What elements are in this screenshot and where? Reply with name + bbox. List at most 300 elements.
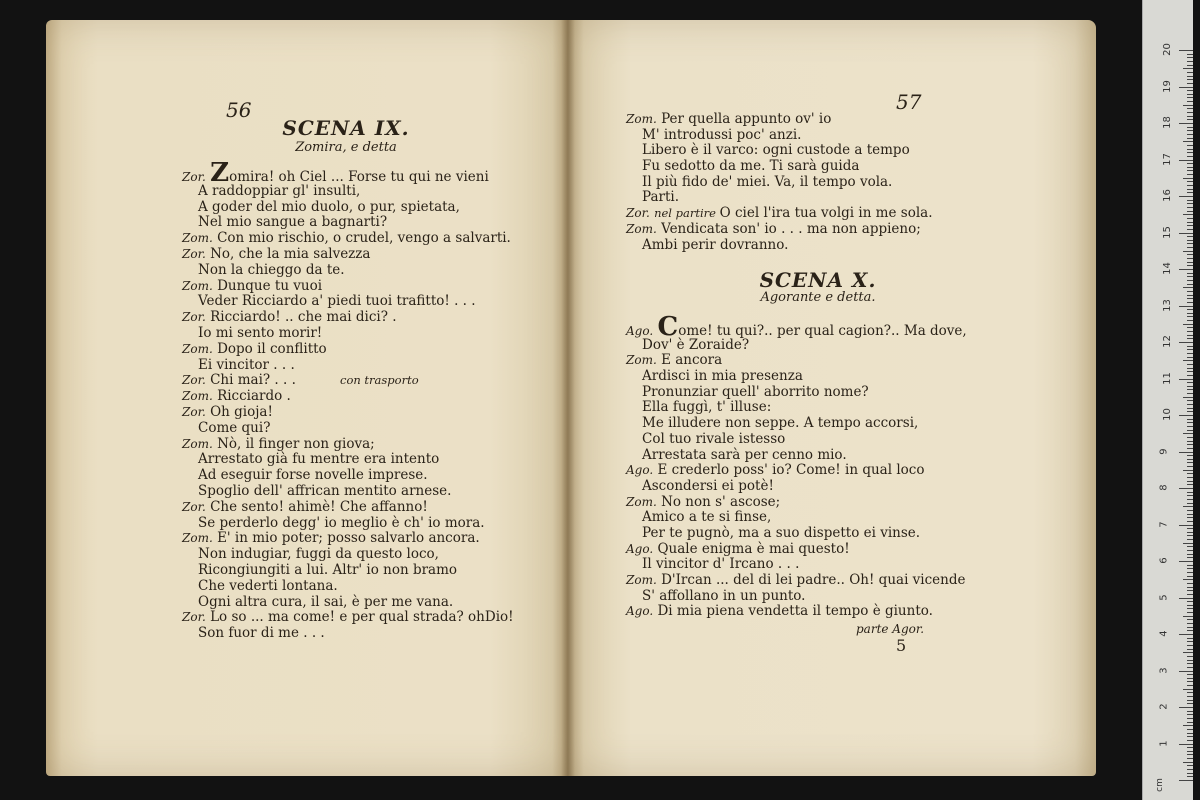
ruler-tick: [1187, 393, 1193, 394]
ruler-tick: [1187, 605, 1193, 606]
speaker-label: Zor.: [182, 404, 206, 419]
drop-cap: Z: [210, 158, 230, 188]
ruler-tick: [1187, 156, 1193, 157]
ruler-tick: [1187, 295, 1193, 296]
dialogue-line: [182, 184, 514, 200]
dialogue-line: [626, 526, 967, 542]
ruler-tick: [1187, 152, 1193, 153]
dialogue-line: [182, 563, 514, 579]
ruler-tick: [1187, 481, 1193, 482]
ruler-tick: [1187, 462, 1193, 463]
ruler-tick: [1179, 306, 1193, 307]
ruler-tick: [1187, 473, 1193, 474]
dialogue-line: [182, 500, 514, 516]
dialogue-line: [626, 128, 932, 144]
ruler-tick: [1187, 229, 1193, 230]
ruler-tick: [1187, 236, 1193, 237]
speaker-label: Zor.: [626, 206, 650, 221]
ruler-tick: [1187, 776, 1193, 777]
ruler-tick: [1187, 419, 1193, 420]
ruler-tick: [1187, 189, 1193, 190]
ruler-tick: [1187, 101, 1193, 102]
line-text: Ricciardo! .. che mai dici? .: [210, 309, 397, 326]
ruler-tick: [1183, 324, 1193, 325]
ruler-tick: [1187, 583, 1193, 584]
ruler-number: 11: [1161, 371, 1173, 385]
ruler-tick: [1183, 762, 1193, 763]
ruler-tick: [1187, 192, 1193, 193]
ruler-tick: [1183, 470, 1193, 471]
dialogue-line: [182, 263, 514, 279]
ruler-number: 10: [1161, 408, 1173, 421]
dialogue-line: [626, 206, 932, 222]
dialogue-line: [626, 448, 967, 464]
ruler-tick: [1187, 65, 1193, 66]
dialogue-line: [626, 416, 967, 432]
line-text: E' in mio poter; posso salvarlo ancora.: [217, 530, 480, 547]
line-text: Per te pugnò, ma a suo dispetto ei vinse.: [642, 524, 921, 541]
line-text: E ancora: [661, 352, 723, 369]
line-text: Dopo il conflitto: [217, 340, 327, 357]
ruler-tick: [1187, 769, 1193, 770]
line-text: Con mio rischio, o crudel, vengo a salvarti.: [217, 230, 511, 247]
ruler-tick: [1179, 780, 1193, 781]
line-text: Ogni altra cura, il sai, è per me vana.: [198, 593, 454, 610]
dialogue-line: [182, 437, 514, 453]
line-text: Col tuo rivale istesso: [642, 430, 786, 447]
speaker-label: Zor.: [182, 373, 206, 388]
ruler-tick: [1187, 61, 1193, 62]
ruler-tick: [1187, 134, 1193, 135]
ruler-tick: [1187, 733, 1193, 734]
line-text: Il più fido de' miei. Va, il tempo vola.: [642, 173, 893, 190]
line-text: Io mi sento morir!: [198, 324, 323, 341]
ruler-number: 7: [1158, 520, 1170, 528]
signature-mark: 5: [896, 636, 907, 655]
ruler-tick: [1187, 116, 1193, 117]
ruler-tick: [1187, 422, 1193, 423]
dialogue-line: [182, 358, 514, 374]
speaker-label: Zor.: [182, 310, 206, 325]
ruler-tick: [1187, 163, 1193, 164]
ruler-tick: [1187, 357, 1193, 358]
ruler-tick: [1187, 79, 1193, 80]
ruler-tick: [1187, 138, 1193, 139]
ruler-tick: [1187, 495, 1193, 496]
ruler-tick: [1187, 386, 1193, 387]
ruler-number: 5: [1158, 593, 1170, 601]
ruler-tick: [1187, 112, 1193, 113]
line-text: Son fuor di me . . .: [198, 625, 325, 642]
dialogue-lines: [626, 312, 967, 620]
ruler-tick: [1187, 521, 1193, 522]
dialogue-line: [182, 595, 514, 611]
ruler-tick: [1179, 525, 1193, 526]
dialogue-line: [626, 589, 967, 605]
ruler-tick: [1187, 437, 1193, 438]
ruler-tick: [1187, 240, 1193, 241]
ruler-tick: [1187, 718, 1193, 719]
page-number: 56: [226, 98, 252, 122]
ruler-tick: [1187, 649, 1193, 650]
ruler-tick: [1187, 364, 1193, 365]
open-book: [46, 20, 1096, 776]
dialogue-line: [626, 159, 932, 175]
dialogue-line: [182, 452, 514, 468]
ruler-tick: [1187, 335, 1193, 336]
stage-direction: con trasporto: [340, 373, 419, 388]
ruler-tick: [1187, 57, 1193, 58]
line-text: Non indugiar, fuggi da questo loco,: [198, 546, 439, 563]
line-text: Non la chieggo da te.: [198, 261, 345, 278]
left-page: [46, 20, 568, 776]
speaker-label: Ago.: [626, 324, 654, 338]
line-text: Veder Ricciardo a' piedi tuoi trafitto! . . .: [198, 293, 476, 310]
ruler-tick: [1179, 123, 1193, 124]
line-text: Ambi perir dovranno.: [642, 236, 789, 253]
ruler-number: 1: [1158, 739, 1170, 747]
line-text: Quale enigma è mai questo!: [657, 540, 850, 557]
line-text: Nò, il finger non giova;: [217, 435, 375, 452]
dialogue-line: [182, 231, 514, 247]
ruler-tick: [1187, 130, 1193, 131]
ruler-tick: [1187, 550, 1193, 551]
ruler-tick: [1187, 532, 1193, 533]
ruler-tick: [1179, 269, 1193, 270]
dialogue-line: [182, 279, 514, 295]
ruler-tick: [1187, 426, 1193, 427]
line-text: Dunque tu vuoi: [217, 277, 323, 294]
ruler-number: 8: [1158, 484, 1170, 491]
speaker-label: Zom.: [626, 573, 657, 587]
ruler-number: 18: [1161, 116, 1173, 129]
line-text: Amico a te si finse,: [642, 509, 772, 526]
line-text: Che vederti lontana.: [198, 577, 338, 594]
ruler-tick: [1187, 313, 1193, 314]
ruler-tick: [1187, 711, 1193, 712]
line-text: Ad eseguir forse novelle imprese.: [198, 467, 428, 484]
ruler-tick: [1187, 514, 1193, 515]
line-text: omira! oh Ciel ... Forse tu qui ne vieni: [229, 169, 489, 185]
ruler-tick: [1187, 72, 1193, 73]
dialogue-line: [182, 294, 514, 310]
ruler-tick: [1179, 196, 1193, 197]
dialogue-line: [626, 385, 967, 401]
ruler-tick: [1187, 265, 1193, 266]
ruler-tick: [1187, 430, 1193, 431]
dialogue-line: [182, 342, 514, 358]
dialogue-line: [626, 369, 967, 385]
ruler-number: 9: [1158, 447, 1170, 455]
ruler-tick: [1187, 298, 1193, 299]
dialogue-line: [182, 421, 514, 437]
stage-direction: nel partire: [654, 206, 720, 221]
ruler-tick: [1187, 546, 1193, 547]
ruler-tick: [1183, 251, 1193, 252]
ruler-tick: [1183, 397, 1193, 398]
ruler-tick: [1187, 510, 1193, 511]
ruler-tick: [1183, 214, 1193, 215]
ruler-tick: [1183, 689, 1193, 690]
ruler-tick: [1187, 663, 1193, 664]
ruler-tick: [1187, 83, 1193, 84]
ruler-tick: [1187, 346, 1193, 347]
line-text: No non s' ascose;: [661, 493, 781, 510]
ruler-tick: [1187, 459, 1193, 460]
line-text: Ricongiungiti a lui. Altr' io non bramo: [198, 561, 458, 578]
ruler-tick: [1183, 360, 1193, 361]
ruler-tick: [1187, 243, 1193, 244]
ruler-tick: [1187, 565, 1193, 566]
ruler-tick: [1179, 671, 1193, 672]
ruler-number: 12: [1161, 335, 1173, 348]
speaker-label: Zom.: [626, 221, 657, 236]
dialogue-line: [626, 542, 967, 558]
ruler-tick: [1183, 433, 1193, 434]
ruler-tick: [1187, 203, 1193, 204]
ruler-tick: [1179, 160, 1193, 161]
line-text: No, che la mia salvezza: [210, 245, 371, 262]
ruler-tick: [1187, 601, 1193, 602]
ruler-tick: [1187, 174, 1193, 175]
ruler-tick: [1187, 594, 1193, 595]
ruler-number: 4: [1158, 630, 1170, 637]
ruler-tick: [1183, 105, 1193, 106]
dialogue-line: [182, 579, 514, 595]
ruler-tick: [1179, 415, 1193, 416]
line-text: Ricciardo .: [217, 388, 291, 405]
ruler-tick: [1187, 127, 1193, 128]
ruler-tick: [1187, 167, 1193, 168]
ruler-tick: [1187, 700, 1193, 701]
dialogue-line: [626, 112, 932, 128]
ruler-tick: [1187, 692, 1193, 693]
ruler-tick: [1179, 342, 1193, 343]
dialogue-line: [182, 516, 514, 532]
ruler-tick: [1179, 598, 1193, 599]
ruler-tick: [1187, 338, 1193, 339]
line-text: Fu sedotto da me. Ti sarà guida: [642, 158, 860, 175]
dialogue-line: [626, 190, 932, 206]
line-text: Vendicata son' io . . . ma non appieno;: [661, 220, 921, 237]
dialogue-lines: [182, 158, 514, 642]
ruler-tick: [1187, 568, 1193, 569]
dialogue-line: [182, 610, 514, 626]
dialogue-line: [626, 432, 967, 448]
ruler-tick: [1187, 674, 1193, 675]
ruler-tick: [1187, 638, 1193, 639]
ruler-tick: [1187, 327, 1193, 328]
ruler-tick: [1187, 207, 1193, 208]
ruler-tick: [1179, 50, 1193, 51]
ruler-tick: [1187, 539, 1193, 540]
line-text: Il vincitor d' Ircano . . .: [642, 556, 800, 573]
ruler-tick: [1187, 722, 1193, 723]
ruler-tick: [1179, 488, 1193, 489]
page-number: 57: [896, 90, 922, 114]
ruler-tick: [1187, 119, 1193, 120]
ruler-tick: [1187, 685, 1193, 686]
ruler-tick: [1187, 309, 1193, 310]
ruler-tick: [1187, 218, 1193, 219]
speaker-label: Zor.: [182, 246, 206, 261]
ruler-tick: [1183, 579, 1193, 580]
ruler-tick: [1187, 254, 1193, 255]
dialogue-line: [626, 238, 932, 254]
ruler-tick: [1187, 247, 1193, 248]
ruler-number: 13: [1161, 298, 1173, 312]
line-text: Ardisci in mia presenza: [642, 368, 803, 385]
dialogue-line: [626, 222, 932, 238]
line-text: A raddoppiar gl' insulti,: [198, 182, 361, 199]
ruler-tick: [1183, 725, 1193, 726]
line-text: Ascondersi ei potè!: [642, 477, 774, 494]
ruler-tick: [1187, 619, 1193, 620]
ruler-tick: [1187, 441, 1193, 442]
ruler-tick: [1187, 740, 1193, 741]
ruler-tick: [1187, 320, 1193, 321]
ruler-tick: [1187, 316, 1193, 317]
ruler-tick: [1187, 408, 1193, 409]
speaker-label: Zom.: [626, 353, 657, 368]
ruler-number: 6: [1158, 557, 1170, 564]
ruler-tick: [1187, 667, 1193, 668]
ruler-number: 16: [1161, 189, 1173, 202]
dialogue-line: [182, 215, 514, 231]
ruler-number: 17: [1161, 152, 1173, 166]
ruler-tick: [1187, 576, 1193, 577]
ruler-tick: [1187, 499, 1193, 500]
dialogue-line: [626, 312, 967, 342]
ruler-unit: cm: [1154, 778, 1165, 792]
dialogue-line: [626, 604, 967, 620]
ruler-tick: [1183, 178, 1193, 179]
ruler-tick: [1187, 276, 1193, 277]
ruler-tick: [1187, 623, 1193, 624]
ruler-tick: [1187, 371, 1193, 372]
ruler-tick: [1183, 616, 1193, 617]
line-text: Libero è il varco: ogni custode a tempo: [642, 142, 910, 159]
dialogue-line: [182, 468, 514, 484]
speaker-label: Zom.: [182, 389, 213, 404]
dialogue-line: [182, 547, 514, 563]
speaker-label: Zom.: [182, 531, 213, 546]
ruler-tick: [1179, 561, 1193, 562]
dialogue-line: [182, 531, 514, 547]
line-text: Parti.: [642, 189, 680, 206]
line-text: Arrestato già fu mentre era intento: [198, 451, 440, 468]
ruler-tick: [1187, 382, 1193, 383]
ruler-tick: [1187, 76, 1193, 77]
line-text: S' affollano in un punto.: [642, 587, 806, 604]
ruler-tick: [1187, 612, 1193, 613]
line-text: M' introdussi poc' anzi.: [642, 126, 802, 143]
speaker-label: Ago.: [626, 463, 654, 478]
scene-title: SCENA X.: [759, 268, 877, 292]
ruler-number: 2: [1158, 703, 1170, 710]
ruler-tick: [1187, 375, 1193, 376]
line-text: D'Ircan ... del di lei padre.. Oh! quai vicende: [661, 572, 966, 588]
ruler-tick: [1187, 696, 1193, 697]
ruler-tick: [1179, 87, 1193, 88]
dialogue-line: [626, 557, 967, 573]
ruler-tick: [1183, 141, 1193, 142]
ruler-tick: [1187, 572, 1193, 573]
stage-direction: parte Agor.: [856, 622, 925, 636]
ruler-tick: [1187, 627, 1193, 628]
ruler-tick: [1187, 660, 1193, 661]
dialogue-line: [182, 484, 514, 500]
ruler-tick: [1187, 751, 1193, 752]
line-text: Di mia piena vendetta il tempo è giunto.: [657, 603, 933, 620]
ruler-tick: [1187, 94, 1193, 95]
ruler-tick: [1187, 185, 1193, 186]
ruler-tick: [1183, 287, 1193, 288]
ruler-tick: [1187, 587, 1193, 588]
line-text: E crederlo poss' io? Come! in qual loco: [657, 462, 925, 479]
ruler-tick: [1187, 736, 1193, 737]
ruler-tick: [1187, 765, 1193, 766]
ruler-tick: [1187, 258, 1193, 259]
ruler-tick: [1187, 181, 1193, 182]
line-text: Dov' è Zoraide?: [642, 336, 750, 353]
speaker-label: Ago.: [626, 541, 654, 556]
speaker-label: Ago.: [626, 604, 654, 619]
line-text: Oh gioja!: [210, 403, 273, 420]
ruler-tick: [1187, 331, 1193, 332]
ruler-number: 19: [1161, 79, 1173, 93]
ruler-tick: [1187, 630, 1193, 631]
speaker-label: Zor.: [182, 170, 206, 184]
ruler-tick: [1187, 645, 1193, 646]
ruler-tick: [1187, 681, 1193, 682]
ruler-tick: [1187, 747, 1193, 748]
book-gutter: [561, 20, 575, 776]
ruler-tick: [1187, 149, 1193, 150]
speaker-label: Zor.: [182, 610, 206, 625]
line-text: Come qui?: [198, 419, 271, 436]
ruler-tick: [1179, 744, 1193, 745]
ruler-tick: [1187, 477, 1193, 478]
line-text: Se perderlo degg' io meglio è ch' io mora.: [198, 514, 485, 531]
ruler-tick: [1187, 108, 1193, 109]
ruler-tick: [1187, 656, 1193, 657]
dialogue-line: [626, 573, 967, 589]
ruler-tick: [1187, 54, 1193, 55]
dialogue-line: [182, 158, 514, 188]
dialogue-line: [626, 479, 967, 495]
line-text: Arrestata sarà per cenno mio.: [642, 446, 847, 463]
ruler-tick: [1179, 379, 1193, 380]
ruler-tick: [1187, 557, 1193, 558]
ruler-tick: [1187, 714, 1193, 715]
speaker-label: Zom.: [182, 341, 213, 356]
ruler-tick: [1187, 448, 1193, 449]
ruler-tick: [1187, 444, 1193, 445]
ruler-tick: [1187, 641, 1193, 642]
speaker-label: Zom.: [182, 231, 213, 246]
dialogue-line: [182, 310, 514, 326]
ruler-tick: [1187, 535, 1193, 536]
line-text: Spoglio dell' affrican mentito arnese.: [198, 482, 452, 499]
ruler-tick: [1187, 729, 1193, 730]
right-page: [568, 20, 1096, 776]
dialogue-line: [626, 495, 967, 511]
speaker-label: Zom.: [182, 436, 213, 451]
ruler-tick: [1187, 492, 1193, 493]
line-text: Ella fuggì, t' illuse:: [642, 399, 772, 416]
ruler-tick: [1187, 517, 1193, 518]
